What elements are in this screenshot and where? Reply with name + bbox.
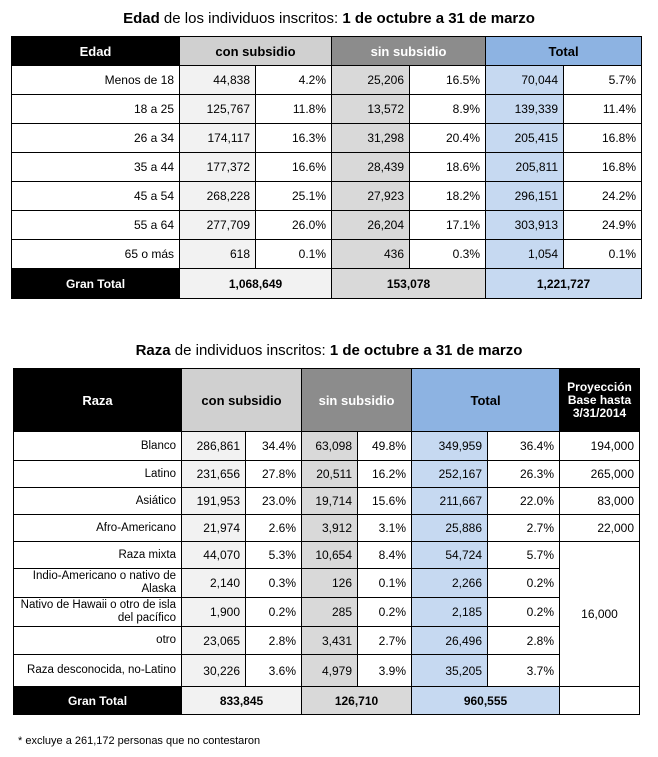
- raza-con-pct: 0.2%: [246, 598, 302, 627]
- edad-row-label: 35 a 44: [12, 153, 180, 182]
- edad-tot-count: 205,811: [486, 153, 564, 182]
- edad-tot-count: 303,913: [486, 211, 564, 240]
- raza-table-row: [14, 432, 640, 461]
- edad-sin-count: 436: [332, 240, 410, 269]
- raza-con-count: 286,861: [182, 432, 246, 461]
- raza-gran-total-label: Gran Total: [14, 687, 182, 715]
- edad-row-label: 45 a 54: [12, 182, 180, 211]
- edad-gran-total-con: 1,068,649: [180, 269, 332, 299]
- edad-con-pct: 16.3%: [256, 124, 332, 153]
- raza-gran-total-proj-empty: [560, 687, 640, 715]
- edad-con-pct: 16.6%: [256, 153, 332, 182]
- raza-con-pct: 27.8%: [246, 461, 302, 488]
- raza-con-count: 231,656: [182, 461, 246, 488]
- raza-title-bold: Raza: [135, 342, 171, 359]
- edad-table-row: [12, 66, 642, 95]
- edad-tot-count: 296,151: [486, 182, 564, 211]
- raza-sin-pct: 15.6%: [358, 488, 412, 515]
- raza-gran-total-sin: 126,710: [302, 687, 412, 715]
- raza-tot-count: 54,724: [412, 542, 488, 569]
- edad-table: [11, 36, 642, 299]
- raza-tot-count: 349,959: [412, 432, 488, 461]
- raza-tot-pct: 0.2%: [488, 569, 560, 598]
- raza-table-row: [14, 488, 640, 515]
- raza-gran-total-tot: 960,555: [412, 687, 560, 715]
- edad-sin-count: 27,923: [332, 182, 410, 211]
- edad-sin-pct: 17.1%: [410, 211, 486, 240]
- edad-sin-pct: 18.6%: [410, 153, 486, 182]
- edad-sin-count: 26,204: [332, 211, 410, 240]
- raza-sin-count: 20,511: [302, 461, 358, 488]
- edad-table-row: [12, 153, 642, 182]
- raza-table-row: [14, 627, 640, 655]
- edad-con-pct: 4.2%: [256, 66, 332, 95]
- raza-row-label: otro: [14, 627, 182, 655]
- raza-con-count: 44,070: [182, 542, 246, 569]
- raza-sin-pct: 0.1%: [358, 569, 412, 598]
- raza-table-row: [14, 542, 640, 569]
- raza-tot-count: 211,667: [412, 488, 488, 515]
- raza-sin-count: 10,654: [302, 542, 358, 569]
- raza-table-row: [14, 515, 640, 542]
- raza-sin-pct: 49.8%: [358, 432, 412, 461]
- edad-tot-pct: 16.8%: [564, 124, 642, 153]
- edad-row-label: 65 o más: [12, 240, 180, 269]
- raza-proj-value: 22,000: [560, 515, 640, 542]
- edad-table-row: [12, 95, 642, 124]
- raza-con-pct: 2.6%: [246, 515, 302, 542]
- edad-con-count: 44,838: [180, 66, 256, 95]
- raza-table-row: [14, 598, 640, 627]
- raza-header-label: Raza: [14, 369, 182, 432]
- edad-con-pct: 11.8%: [256, 95, 332, 124]
- raza-sin-count: 63,098: [302, 432, 358, 461]
- raza-table-row: [14, 461, 640, 488]
- edad-sin-pct: 20.4%: [410, 124, 486, 153]
- raza-tot-count: 25,886: [412, 515, 488, 542]
- raza-tot-count: 26,496: [412, 627, 488, 655]
- edad-tot-count: 1,054: [486, 240, 564, 269]
- edad-tot-pct: 16.8%: [564, 153, 642, 182]
- raza-sin-pct: 8.4%: [358, 542, 412, 569]
- raza-con-pct: 0.3%: [246, 569, 302, 598]
- raza-con-pct: 3.6%: [246, 655, 302, 687]
- raza-tot-pct: 22.0%: [488, 488, 560, 515]
- raza-con-count: 21,974: [182, 515, 246, 542]
- raza-table: [13, 368, 640, 715]
- raza-tot-pct: 2.8%: [488, 627, 560, 655]
- raza-row-label: Raza mixta: [14, 542, 182, 569]
- edad-con-count: 268,228: [180, 182, 256, 211]
- raza-proj-value: 194,000: [560, 432, 640, 461]
- raza-gran-total-con: 833,845: [182, 687, 302, 715]
- edad-header-con: con subsidio: [180, 37, 332, 66]
- edad-con-pct: 25.1%: [256, 182, 332, 211]
- edad-con-count: 277,709: [180, 211, 256, 240]
- raza-row-label: Blanco: [14, 432, 182, 461]
- raza-sin-pct: 3.1%: [358, 515, 412, 542]
- edad-tot-count: 205,415: [486, 124, 564, 153]
- edad-con-pct: 0.1%: [256, 240, 332, 269]
- raza-title: [0, 342, 658, 359]
- raza-header-proj: Proyección Base hasta 3/31/2014: [560, 369, 640, 432]
- raza-header-sin: sin subsidio: [302, 369, 412, 432]
- raza-sin-count: 285: [302, 598, 358, 627]
- edad-sin-count: 13,572: [332, 95, 410, 124]
- edad-header-sin: sin subsidio: [332, 37, 486, 66]
- edad-title-range: 1 de octubre a 31 de marzo: [342, 10, 535, 27]
- raza-tot-pct: 3.7%: [488, 655, 560, 687]
- raza-row-label: Latino: [14, 461, 182, 488]
- footnote: * excluye a 261,172 personas que no contestaron: [18, 735, 261, 747]
- edad-table-row: [12, 240, 642, 269]
- raza-title-range: 1 de octubre a 31 de marzo: [329, 342, 523, 359]
- edad-row-label: 18 a 25: [12, 95, 180, 124]
- raza-con-count: 1,900: [182, 598, 246, 627]
- raza-table-row: [14, 569, 640, 598]
- edad-sin-pct: 0.3%: [410, 240, 486, 269]
- edad-sin-pct: 18.2%: [410, 182, 486, 211]
- edad-con-count: 125,767: [180, 95, 256, 124]
- raza-tot-count: 2,266: [412, 569, 488, 598]
- edad-tot-pct: 24.2%: [564, 182, 642, 211]
- edad-tot-pct: 0.1%: [564, 240, 642, 269]
- raza-tot-count: 35,205: [412, 655, 488, 687]
- edad-con-pct: 26.0%: [256, 211, 332, 240]
- edad-table-row: [12, 124, 642, 153]
- edad-sin-count: 25,206: [332, 66, 410, 95]
- raza-con-pct: 2.8%: [246, 627, 302, 655]
- raza-sin-count: 4,979: [302, 655, 358, 687]
- raza-sin-pct: 0.2%: [358, 598, 412, 627]
- edad-title-normal: de los individuos inscritos:: [159, 10, 343, 27]
- edad-title: [0, 10, 658, 27]
- edad-con-count: 177,372: [180, 153, 256, 182]
- edad-gran-total-sin: 153,078: [332, 269, 486, 299]
- raza-sin-count: 126: [302, 569, 358, 598]
- edad-gran-total-row: [12, 269, 642, 299]
- raza-con-count: 23,065: [182, 627, 246, 655]
- edad-title-bold: Edad: [123, 10, 160, 27]
- raza-tot-pct: 0.2%: [488, 598, 560, 627]
- edad-tot-pct: 5.7%: [564, 66, 642, 95]
- raza-tot-pct: 2.7%: [488, 515, 560, 542]
- raza-con-count: 2,140: [182, 569, 246, 598]
- edad-tot-count: 70,044: [486, 66, 564, 95]
- raza-row-label: Indio-Americano o nativo de Alaska: [14, 569, 182, 598]
- edad-con-count: 174,117: [180, 124, 256, 153]
- raza-con-pct: 23.0%: [246, 488, 302, 515]
- raza-tot-pct: 36.4%: [488, 432, 560, 461]
- raza-sin-count: 3,912: [302, 515, 358, 542]
- raza-con-pct: 5.3%: [246, 542, 302, 569]
- edad-header-total: Total: [486, 37, 642, 66]
- raza-sin-pct: 2.7%: [358, 627, 412, 655]
- edad-row-label: 26 a 34: [12, 124, 180, 153]
- edad-sin-pct: 16.5%: [410, 66, 486, 95]
- raza-sin-count: 3,431: [302, 627, 358, 655]
- edad-header-label: Edad: [12, 37, 180, 66]
- edad-sin-count: 31,298: [332, 124, 410, 153]
- raza-proj-value: 83,000: [560, 488, 640, 515]
- raza-proj-merged: 16,000: [560, 542, 640, 687]
- raza-row-label: Nativo de Hawaii o otro de isla del pacífico: [14, 598, 182, 627]
- edad-row-label: 55 a 64: [12, 211, 180, 240]
- raza-header-total: Total: [412, 369, 560, 432]
- edad-tot-count: 139,339: [486, 95, 564, 124]
- raza-proj-value: 265,000: [560, 461, 640, 488]
- edad-con-count: 618: [180, 240, 256, 269]
- raza-tot-count: 252,167: [412, 461, 488, 488]
- raza-con-count: 30,226: [182, 655, 246, 687]
- raza-row-label: Asiático: [14, 488, 182, 515]
- raza-tot-pct: 26.3%: [488, 461, 560, 488]
- raza-row-label: Raza desconocida, no-Latino: [14, 655, 182, 687]
- edad-gran-total-label: Gran Total: [12, 269, 180, 299]
- edad-sin-count: 28,439: [332, 153, 410, 182]
- edad-tot-pct: 11.4%: [564, 95, 642, 124]
- edad-table-row: [12, 182, 642, 211]
- raza-table-row: [14, 655, 640, 687]
- raza-tot-count: 2,185: [412, 598, 488, 627]
- raza-con-count: 191,953: [182, 488, 246, 515]
- edad-tot-pct: 24.9%: [564, 211, 642, 240]
- raza-tot-pct: 5.7%: [488, 542, 560, 569]
- raza-sin-count: 19,714: [302, 488, 358, 515]
- edad-table-row: [12, 211, 642, 240]
- raza-row-label: Afro-Americano: [14, 515, 182, 542]
- raza-title-normal: de individuos inscritos:: [170, 342, 330, 359]
- edad-sin-pct: 8.9%: [410, 95, 486, 124]
- edad-gran-total-tot: 1,221,727: [486, 269, 642, 299]
- raza-sin-pct: 3.9%: [358, 655, 412, 687]
- raza-sin-pct: 16.2%: [358, 461, 412, 488]
- edad-row-label: Menos de 18: [12, 66, 180, 95]
- raza-header-con: con subsidio: [182, 369, 302, 432]
- raza-gran-total-row: [14, 687, 640, 715]
- raza-con-pct: 34.4%: [246, 432, 302, 461]
